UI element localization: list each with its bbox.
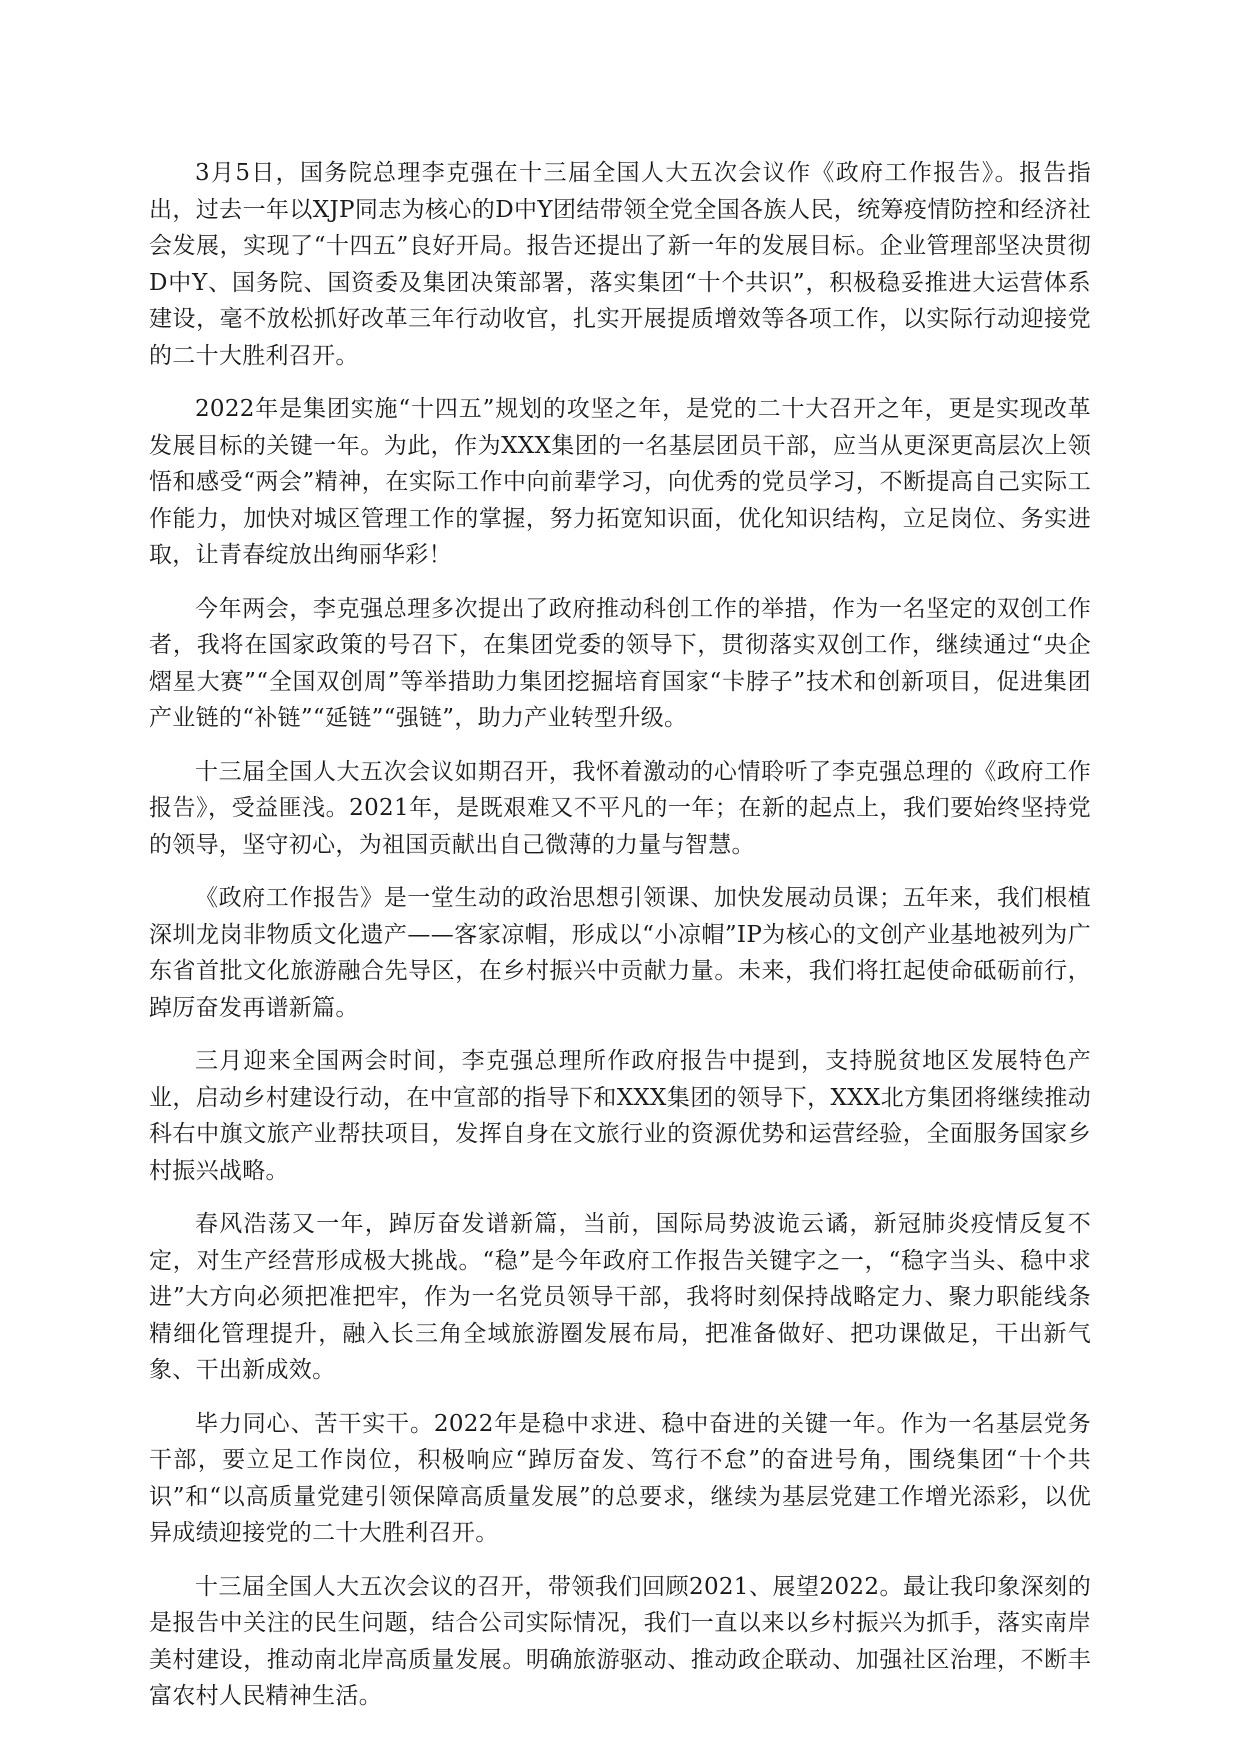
document-body <box>149 155 1091 1732</box>
paragraph-3: 今年两会，李克强总理多次提出了政府推动科创工作的举措，作为一名坚定的双创工作者，我将在国家政策的号召下，在集团党委的领导下，贯彻落实双创工作，继续通过“央企熠星大赛”“全国双创周”等举措助力集团挖掘培育国家“卡脖子”技术和创新项目，促进集团产业链的“补链”“延链”“强链”，助力产业转型升级。 <box>149 595 1091 731</box>
paragraph-4: 十三届全国人大五次会议如期召开，我怀着激动的心情聆听了李克强总理的《政府工作报告》，受益匪浅。2021年，是既艰难又不平凡的一年；在新的起点上，我们要始终坚持党的领导，坚守初心，为祖国贡献出自己微薄的力量与智慧。 <box>149 758 1091 858</box>
paragraph-8: 毕力同心、苦干实干。2022年是稳中求进、稳中奋进的关键一年。作为一名基层党务干部，要立足工作岗位，积极响应“踔厉奋发、笃行不怠”的奋进号角，围绕集团“十个共识”和“以高质量党建引领保障高质量发展”的总要求，继续为基层党建工作增光添彩，以优异成绩迎接党的二十大胜利召开。 <box>149 1410 1091 1546</box>
paragraph-2: 2022年是集团实施“十四五”规划的攻坚之年，是党的二十大召开之年，更是实现改革发展目标的关键一年。为此，作为XXX集团的一名基层团员干部，应当从更深更高层次上领悟和感受“两会”精神，在实际工作中向前辈学习，向优秀的党员学习，不断提高自己实际工作能力，加快对城区管理工作的掌握，努力拓宽知识面，优化知识结构，立足岗位、务实进取，让青春绽放出绚丽华彩！ <box>149 396 1091 568</box>
paragraph-5: 《政府工作报告》是一堂生动的政治思想引领课、加快发展动员课；五年来，我们根植深圳龙岗非物质文化遗产——客家凉帽，形成以“小凉帽”IP为核心的文创产业基地被列为广东省首批文化旅游融合先导区，在乡村振兴中贡献力量。未来，我们将扛起使命砥砺前行，踔厉奋发再谱新篇。 <box>149 885 1091 1021</box>
paragraph-6: 三月迎来全国两会时间，李克强总理所作政府报告中提到，支持脱贫地区发展特色产业，启动乡村建设行动，在中宣部的指导下和XXX集团的领导下，XXX北方集团将继续推动科右中旗文旅产业帮扶项目，发挥自身在文旅行业的资源优势和运营经验，全面服务国家乡村振兴战略。 <box>149 1048 1091 1184</box>
paragraph-1: 3月5日，国务院总理李克强在十三届全国人大五次会议作《政府工作报告》。报告指出，过去一年以XJP同志为核心的D中Y团结带领全党全国各族人民，统筹疫情防控和经济社会发展，实现了“十四五”良好开局。报告还提出了新一年的发展目标。企业管理部坚决贯彻D中Y、国务院、国资委及集团决策部署，落实集团“十个共识”，积极稳妥推进大运营体系建设，毫不放松抓好改革三年行动收官，扎实开展提质增效等各项工作，以实际行动迎接党的二十大胜利召开。 <box>149 160 1091 369</box>
paragraph-9: 十三届全国人大五次会议的召开，带领我们回顾2021、展望2022。最让我印象深刻的是报告中关注的民生问题，结合公司实际情况，我们一直以来以乡村振兴为抓手，落实南岸美村建设，推动南北岸高质量发展。明确旅游驱动、推动政企联动、加强社区治理，不断丰富农村人民精神生活。 <box>149 1573 1091 1709</box>
paragraph-7: 春风浩荡又一年，踔厉奋发谱新篇，当前，国际局势波诡云谲，新冠肺炎疫情反复不定，对生产经营形成极大挑战。“稳”是今年政府工作报告关键字之一，“稳字当头、稳中求进”大方向必须把准把牢，作为一名党员领导干部，我将时刻保持战略定力、聚力职能线条精细化管理提升，融入长三角全域旅游圈发展布局，把准备做好、把功课做足，干出新气象、干出新成效。 <box>149 1211 1091 1383</box>
